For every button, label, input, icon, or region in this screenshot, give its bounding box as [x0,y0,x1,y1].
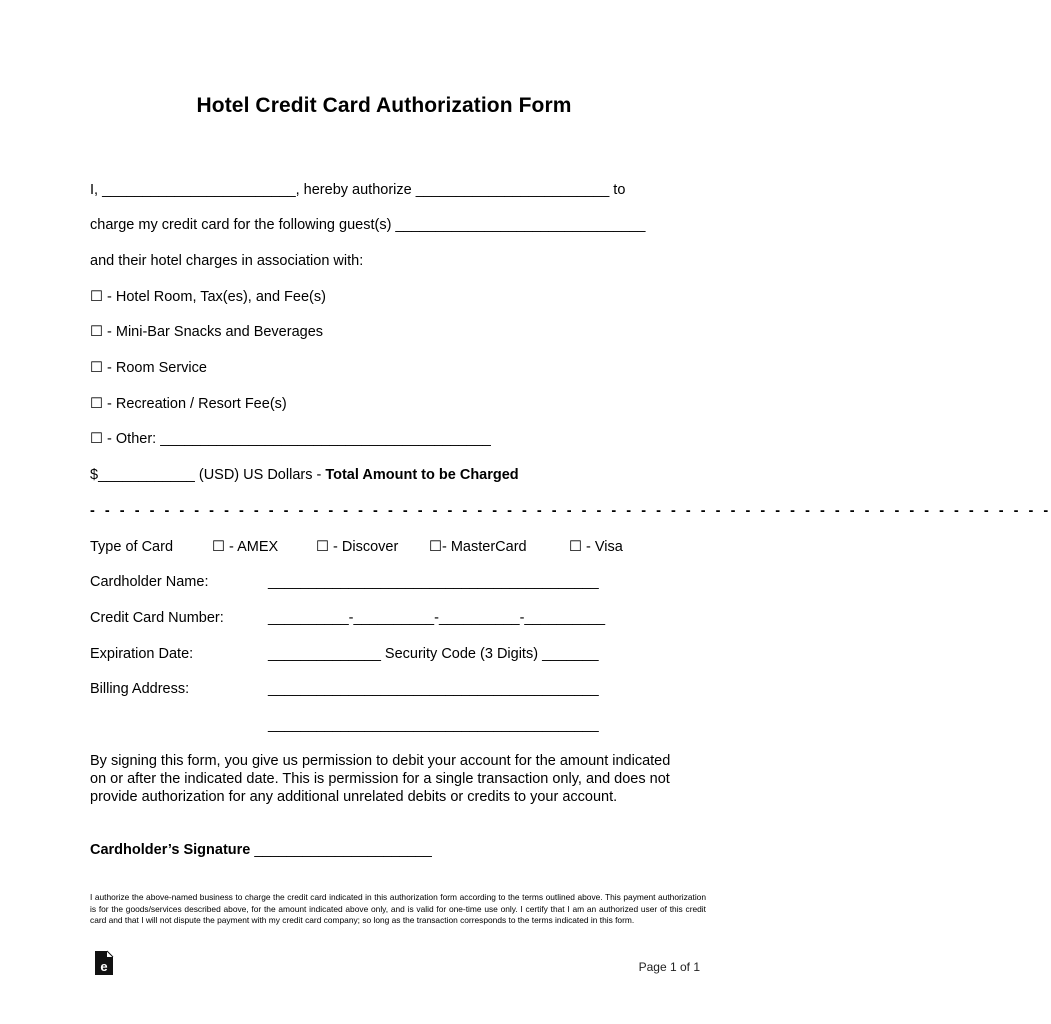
charge-option-room-service: ☐ - Room Service [90,360,207,376]
signature-line [90,842,432,858]
amount-line [90,467,519,483]
cardholder-name-label: Cardholder Name: [90,574,209,590]
charge-option-resort-fee: ☐ - Recreation / Resort Fee(s) [90,396,287,412]
card-type-mastercard: ☐- MasterCard [429,539,527,555]
billing-address-label: Billing Address: [90,681,190,697]
card-type-discover: ☐ - Discover [316,539,399,555]
card-type-label: Type of Card [90,539,174,555]
cardholder-name-blank: _________________________________________ [268,574,599,590]
billing-address-blank-1: _________________________________________ [268,681,599,697]
expiration-label: Expiration Date: [90,646,194,662]
cut-separator: - - - - - - - - - - - - - - - - - - - - - - - - - - - - - - - - - - - - - - - - - - - - - - - - - - - - - - - - - - - - - - - - - [90,503,1051,519]
amount-emphasis: Total Amount to be Charged [325,467,519,483]
card-number-label: Credit Card Number: [90,610,224,626]
expiration-security-blank: ______________ Security Code (3 Digits) _______ [268,646,599,662]
svg-text:e: e [100,959,108,974]
authorization-line-2: charge my credit card for the following guest(s) _______________________________ [90,217,646,233]
consent-paragraph: By signing this form, you give us permission to debit your account for the amount indicated on or after the indicated date. This is permission for a single transaction only, and does not provide authorization for any additional unrelated debits or credits to your account. [90,753,671,805]
charge-option-other: ☐ - Other: _________________________________________ [90,431,491,447]
authorization-line-1: I, ________________________, hereby authorize ________________________ to [90,182,626,198]
signature-label: Cardholder’s Signature [90,842,251,858]
eforms-logo-icon [93,950,115,976]
amount-prefix: $____________ (USD) US Dollars - [90,467,326,483]
fine-print: I authorize the above-named business to charge the credit card indicated in this authorization form according to the terms outlined above. This payment authorization is for the goods/services described above, for the amount indicated above only, and is valid for one-time use only. I certify that I am an authorized user of this credit card and that I will not dispute the payment with my credit card company; so long as the transaction corresponds to the terms indicated in this form. [90,892,706,925]
card-type-visa: ☐ - Visa [569,539,623,555]
charge-option-hotel-room: ☐ - Hotel Room, Tax(es), and Fee(s) [90,289,326,305]
page-number: Page 1 of 1 [638,960,700,974]
signature-blank: ______________________ [250,842,432,858]
charge-option-minibar: ☐ - Mini-Bar Snacks and Beverages [90,324,324,340]
card-number-blank: __________-__________-__________-__________ [268,610,606,626]
billing-address-blank-2: _________________________________________ [268,717,599,733]
authorization-line-3: and their hotel charges in association with: [90,253,364,269]
card-type-amex: ☐ - AMEX [212,539,279,555]
page-title: Hotel Credit Card Authorization Form [196,94,572,117]
